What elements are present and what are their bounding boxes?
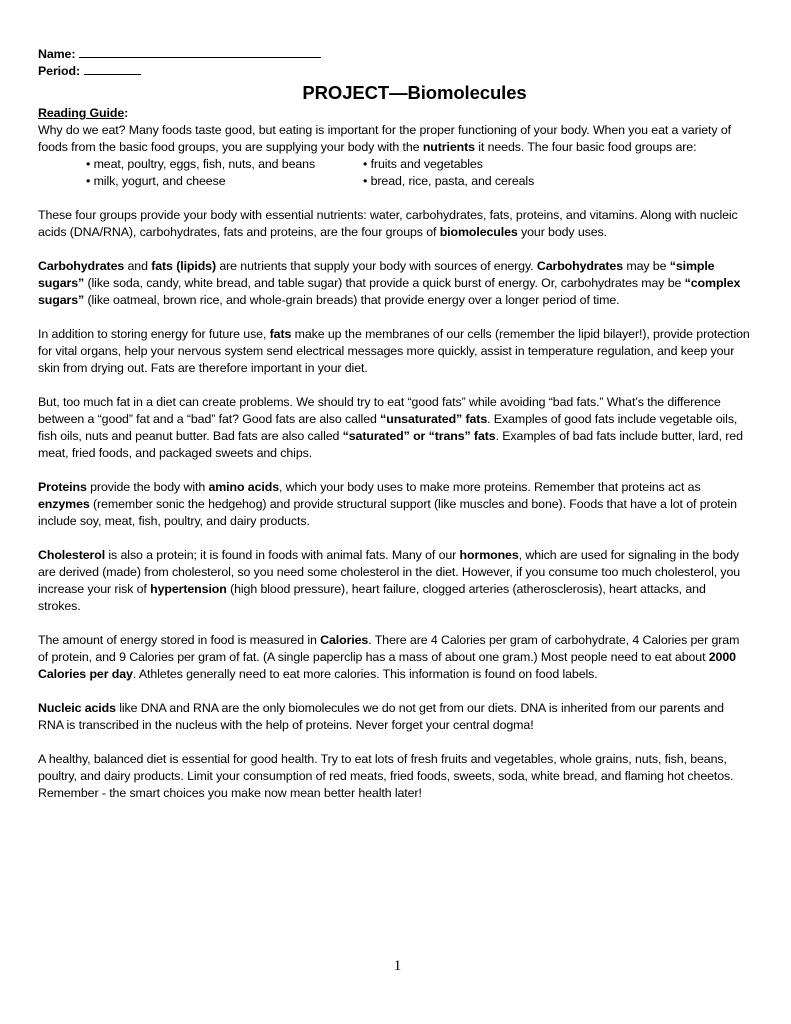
text-run: . Examples of bad fats include butter, lard, red meat, fried foods, and packaged sweets and chips. bbox=[38, 429, 743, 460]
paragraph-cholesterol bbox=[38, 547, 751, 615]
page-title: PROJECT—Biomolecules bbox=[302, 82, 527, 103]
reading-guide-label: Reading Guide bbox=[38, 106, 125, 120]
text-run: The amount of energy stored in food is measured in bbox=[38, 633, 321, 647]
paragraph-calories bbox=[38, 632, 751, 683]
text-run: (like soda, candy, white bread, and table sugar) that provide a quick burst of energy. Or, carbohydrates may be bbox=[84, 276, 685, 290]
name-field-blank[interactable] bbox=[79, 45, 321, 58]
name-label: Name: bbox=[38, 47, 76, 61]
term-proteins: Proteins bbox=[38, 480, 87, 494]
text-run: Why do we eat? Many foods taste good, but eating is important for the proper functioning of your body. When you eat a variety of foods from the basic food groups, you are supplying your body with the bbox=[38, 123, 731, 154]
period-line bbox=[38, 62, 751, 79]
text-run: like DNA and RNA are the only biomolecules we do not get from our diets. DNA is inherited from our parents and RNA is transcribed in the nucleus with the help of proteins. Never forget your central dogma! bbox=[38, 701, 724, 732]
food-groups-list bbox=[86, 156, 751, 190]
term-biomolecules: biomolecules bbox=[439, 225, 518, 239]
paragraph-fats bbox=[38, 326, 751, 377]
text-run: are nutrients that supply your body with sources of energy. bbox=[216, 259, 537, 273]
food-group-item: • milk, yogurt, and cheese bbox=[86, 174, 226, 188]
text-run: . Examples of good fats include vegetable oils, fish oils, nuts and peanut butter. Bad fats are also called bbox=[38, 412, 738, 443]
text-run: (like oatmeal, brown rice, and whole-grain breads) that provide energy over a longer period of time. bbox=[84, 293, 620, 307]
text-run: . Athletes generally need to eat more calories. This information is found on food labels. bbox=[132, 667, 598, 681]
text-run: may be bbox=[623, 259, 670, 273]
term-complex-sugars: “complex sugars” bbox=[38, 276, 741, 307]
term-2000-calories: 2000 Calories per day bbox=[38, 650, 736, 681]
reading-guide-heading bbox=[38, 105, 751, 122]
food-group-item: • bread, rice, pasta, and cereals bbox=[363, 174, 535, 188]
term-carbohydrates: Carbohydrates bbox=[536, 259, 623, 273]
food-group-item: • meat, poultry, eggs, fish, nuts, and beans bbox=[86, 157, 316, 171]
reading-guide-colon: : bbox=[124, 106, 129, 120]
page-number: 1 bbox=[393, 958, 402, 974]
text-run: These four groups provide your body with essential nutrients: water, carbohydrates, fats, proteins, and vitamins. Along with nucleic acids (DNA/RNA), carbohydrates, fats and proteins, are the four groups of bbox=[38, 208, 738, 239]
paragraph-bad-fats bbox=[38, 394, 751, 462]
paragraph-nucleic-acids bbox=[38, 700, 751, 734]
term-hypertension: hypertension bbox=[150, 582, 227, 596]
text-run: , which are used for signaling in the body are derived (made) from cholesterol, so you need some cholesterol in the diet. However, if you consume too much cholesterol, you increase your risk of bbox=[38, 548, 741, 596]
paragraph-intro bbox=[38, 122, 751, 156]
term-nutrients: nutrients bbox=[422, 140, 475, 154]
term-unsaturated-fats: “unsaturated” fats bbox=[380, 412, 488, 426]
term-calories: Calories bbox=[320, 633, 369, 647]
term-nucleic-acids: Nucleic acids bbox=[38, 701, 116, 715]
text-run: make up the membranes of our cells (remember the lipid bilayer!), provide protection for vital organs, help your nervous system send electrical messages more quickly, assist in temperature regulation, and keep your skin from drying out. Fats are therefore important in your diet. bbox=[38, 327, 750, 375]
paragraph-carbohydrates bbox=[38, 258, 751, 309]
paragraph-food-groups bbox=[38, 207, 751, 241]
term-hormones: hormones bbox=[459, 548, 519, 562]
paragraph-proteins bbox=[38, 479, 751, 530]
text-run: In addition to storing energy for future use, bbox=[38, 327, 270, 341]
term-amino-acids: amino acids bbox=[208, 480, 279, 494]
text-run: your body uses. bbox=[517, 225, 607, 239]
text-run: (remember sonic the hedgehog) and provide structural support (like muscles and bone). Foods that have a lot of protein include soy, meat, fish, poultry, and dairy products. bbox=[38, 497, 737, 528]
term-enzymes: enzymes bbox=[38, 497, 90, 511]
food-group-item: • fruits and vegetables bbox=[363, 157, 483, 171]
text-run: , which your body uses to make more proteins. Remember that proteins act as bbox=[278, 480, 701, 494]
text-run: . There are 4 Calories per gram of carbohydrate, 4 Calories per gram of protein, and 9 Calories per gram of fat. (A single paperclip has a mass of about one gram.) Most people need to eat about bbox=[38, 633, 740, 664]
text-run: is also a protein; it is found in foods with animal fats. Many of our bbox=[105, 548, 460, 562]
text-run: (high blood pressure), heart failure, clogged arteries (atherosclerosis), heart attacks, and strokes. bbox=[38, 582, 706, 613]
term-carbohydrates: Carbohydrates bbox=[38, 259, 125, 273]
term-simple-sugars: “simple sugars” bbox=[38, 259, 715, 290]
term-fats: fats bbox=[269, 327, 292, 341]
term-saturated-trans-fats: “saturated” or “trans” fats bbox=[342, 429, 496, 443]
text-run: A healthy, balanced diet is essential for good health. Try to eat lots of fresh fruits and vegetables, whole grains, nuts, fish, beans, poultry, and dairy products. Limit your consumption of red meats, fried foods, sweets, soda, white bread, and flaming hot cheetos. Remember - the smart choices you make now mean better health later! bbox=[38, 752, 734, 800]
period-label: Period: bbox=[38, 64, 80, 78]
text-run: provide the body with bbox=[86, 480, 209, 494]
paragraph-healthy-diet bbox=[38, 751, 751, 802]
term-fats-lipids: fats (lipids) bbox=[151, 259, 217, 273]
name-line bbox=[38, 45, 751, 62]
period-field-blank[interactable] bbox=[84, 62, 141, 75]
text-run: But, too much fat in a diet can create problems. We should try to eat “good fats” while avoiding “bad fats.” What’s the difference between a “good” fat and a “bad” fat? Good fats are also called bbox=[38, 395, 721, 426]
text-run: and bbox=[124, 259, 152, 273]
text-run: it needs. The four basic food groups are: bbox=[474, 140, 697, 154]
term-cholesterol: Cholesterol bbox=[38, 548, 106, 562]
